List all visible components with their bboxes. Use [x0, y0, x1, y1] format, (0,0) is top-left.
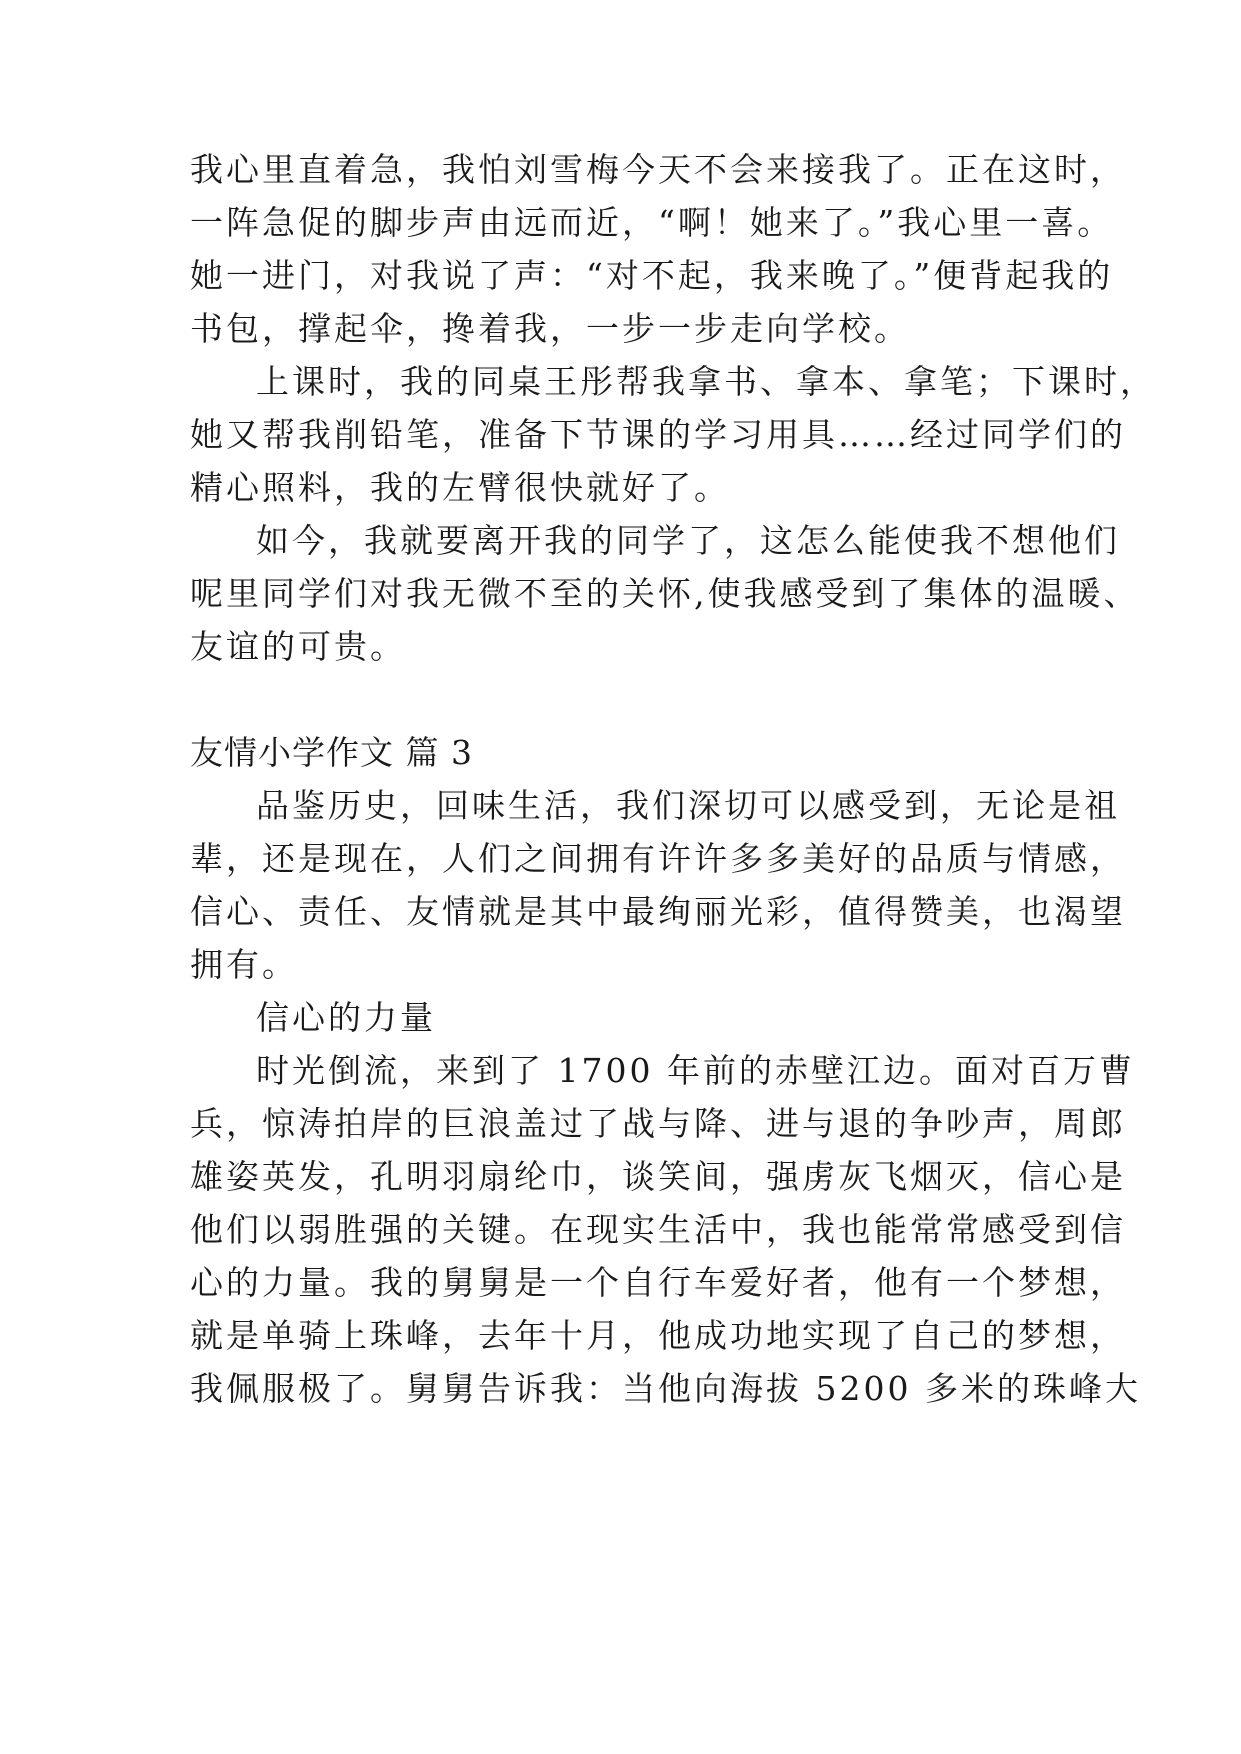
text-line: 他们以弱胜强的关键。在现实生活中，我也能常常感受到信 — [190, 1210, 1126, 1249]
text-line: 友谊的可贵。 — [190, 627, 406, 666]
text-line: 精心照料，我的左臂很快就好了。 — [190, 468, 730, 507]
text-line: 书包，撑起伞，搀着我，一步一步走向学校。 — [190, 309, 910, 348]
text-line: 辈，还是现在，人们之间拥有许许多多美好的品质与情感， — [190, 839, 1126, 878]
text-line: 我心里直着急，我怕刘雪梅今天不会来接我了。正在这时， — [190, 150, 1126, 189]
text-line: 兵，惊涛拍岸的巨浪盖过了战与降、进与退的争吵声，周郎 — [190, 1104, 1126, 1143]
text-line: 就是单骑上珠峰，去年十月，他成功地实现了自己的梦想， — [190, 1316, 1126, 1355]
paragraph-first-line: 如今，我就要离开我的同学了，这怎么能使我不想他们 — [256, 521, 1120, 560]
text-line: 心的力量。我的舅舅是一个自行车爱好者，他有一个梦想， — [190, 1263, 1126, 1302]
text-line: 她又帮我削铅笔，准备下节课的学习用具……经过同学们的 — [190, 415, 1126, 454]
text-line: 我佩服极了。舅舅告诉我：当他向海拔 5200 多米的珠峰大 — [190, 1369, 1141, 1408]
text-line: 呢里同学们对我无微不至的关怀,使我感受到了集体的温暖、 — [190, 574, 1140, 613]
subheading: 信心的力量 — [256, 998, 436, 1037]
paragraph-first-line: 品鉴历史，回味生活，我们深切可以感受到，无论是祖 — [256, 786, 1120, 825]
paragraph-first-line: 上课时，我的同桌王彤帮我拿书、拿本、拿笔；下课时， — [256, 362, 1156, 401]
text-line: 一阵急促的脚步声由远而近，“啊！她来了。”我心里一喜。 — [190, 203, 1114, 242]
text-line: 她一进门，对我说了声：“对不起，我来晚了。”便背起我的 — [190, 256, 1114, 295]
text-line: 雄姿英发，孔明羽扇纶巾，谈笑间，强虏灰飞烟灭，信心是 — [190, 1157, 1126, 1196]
section-title: 友情小学作文 篇 3 — [190, 733, 473, 772]
text-line: 信心、责任、友情就是其中最绚丽光彩，值得赞美，也渴望 — [190, 892, 1126, 931]
paragraph-first-line: 时光倒流，来到了 1700 年前的赤壁江边。面对百万曹 — [256, 1051, 1135, 1090]
text-line: 拥有。 — [190, 945, 298, 984]
